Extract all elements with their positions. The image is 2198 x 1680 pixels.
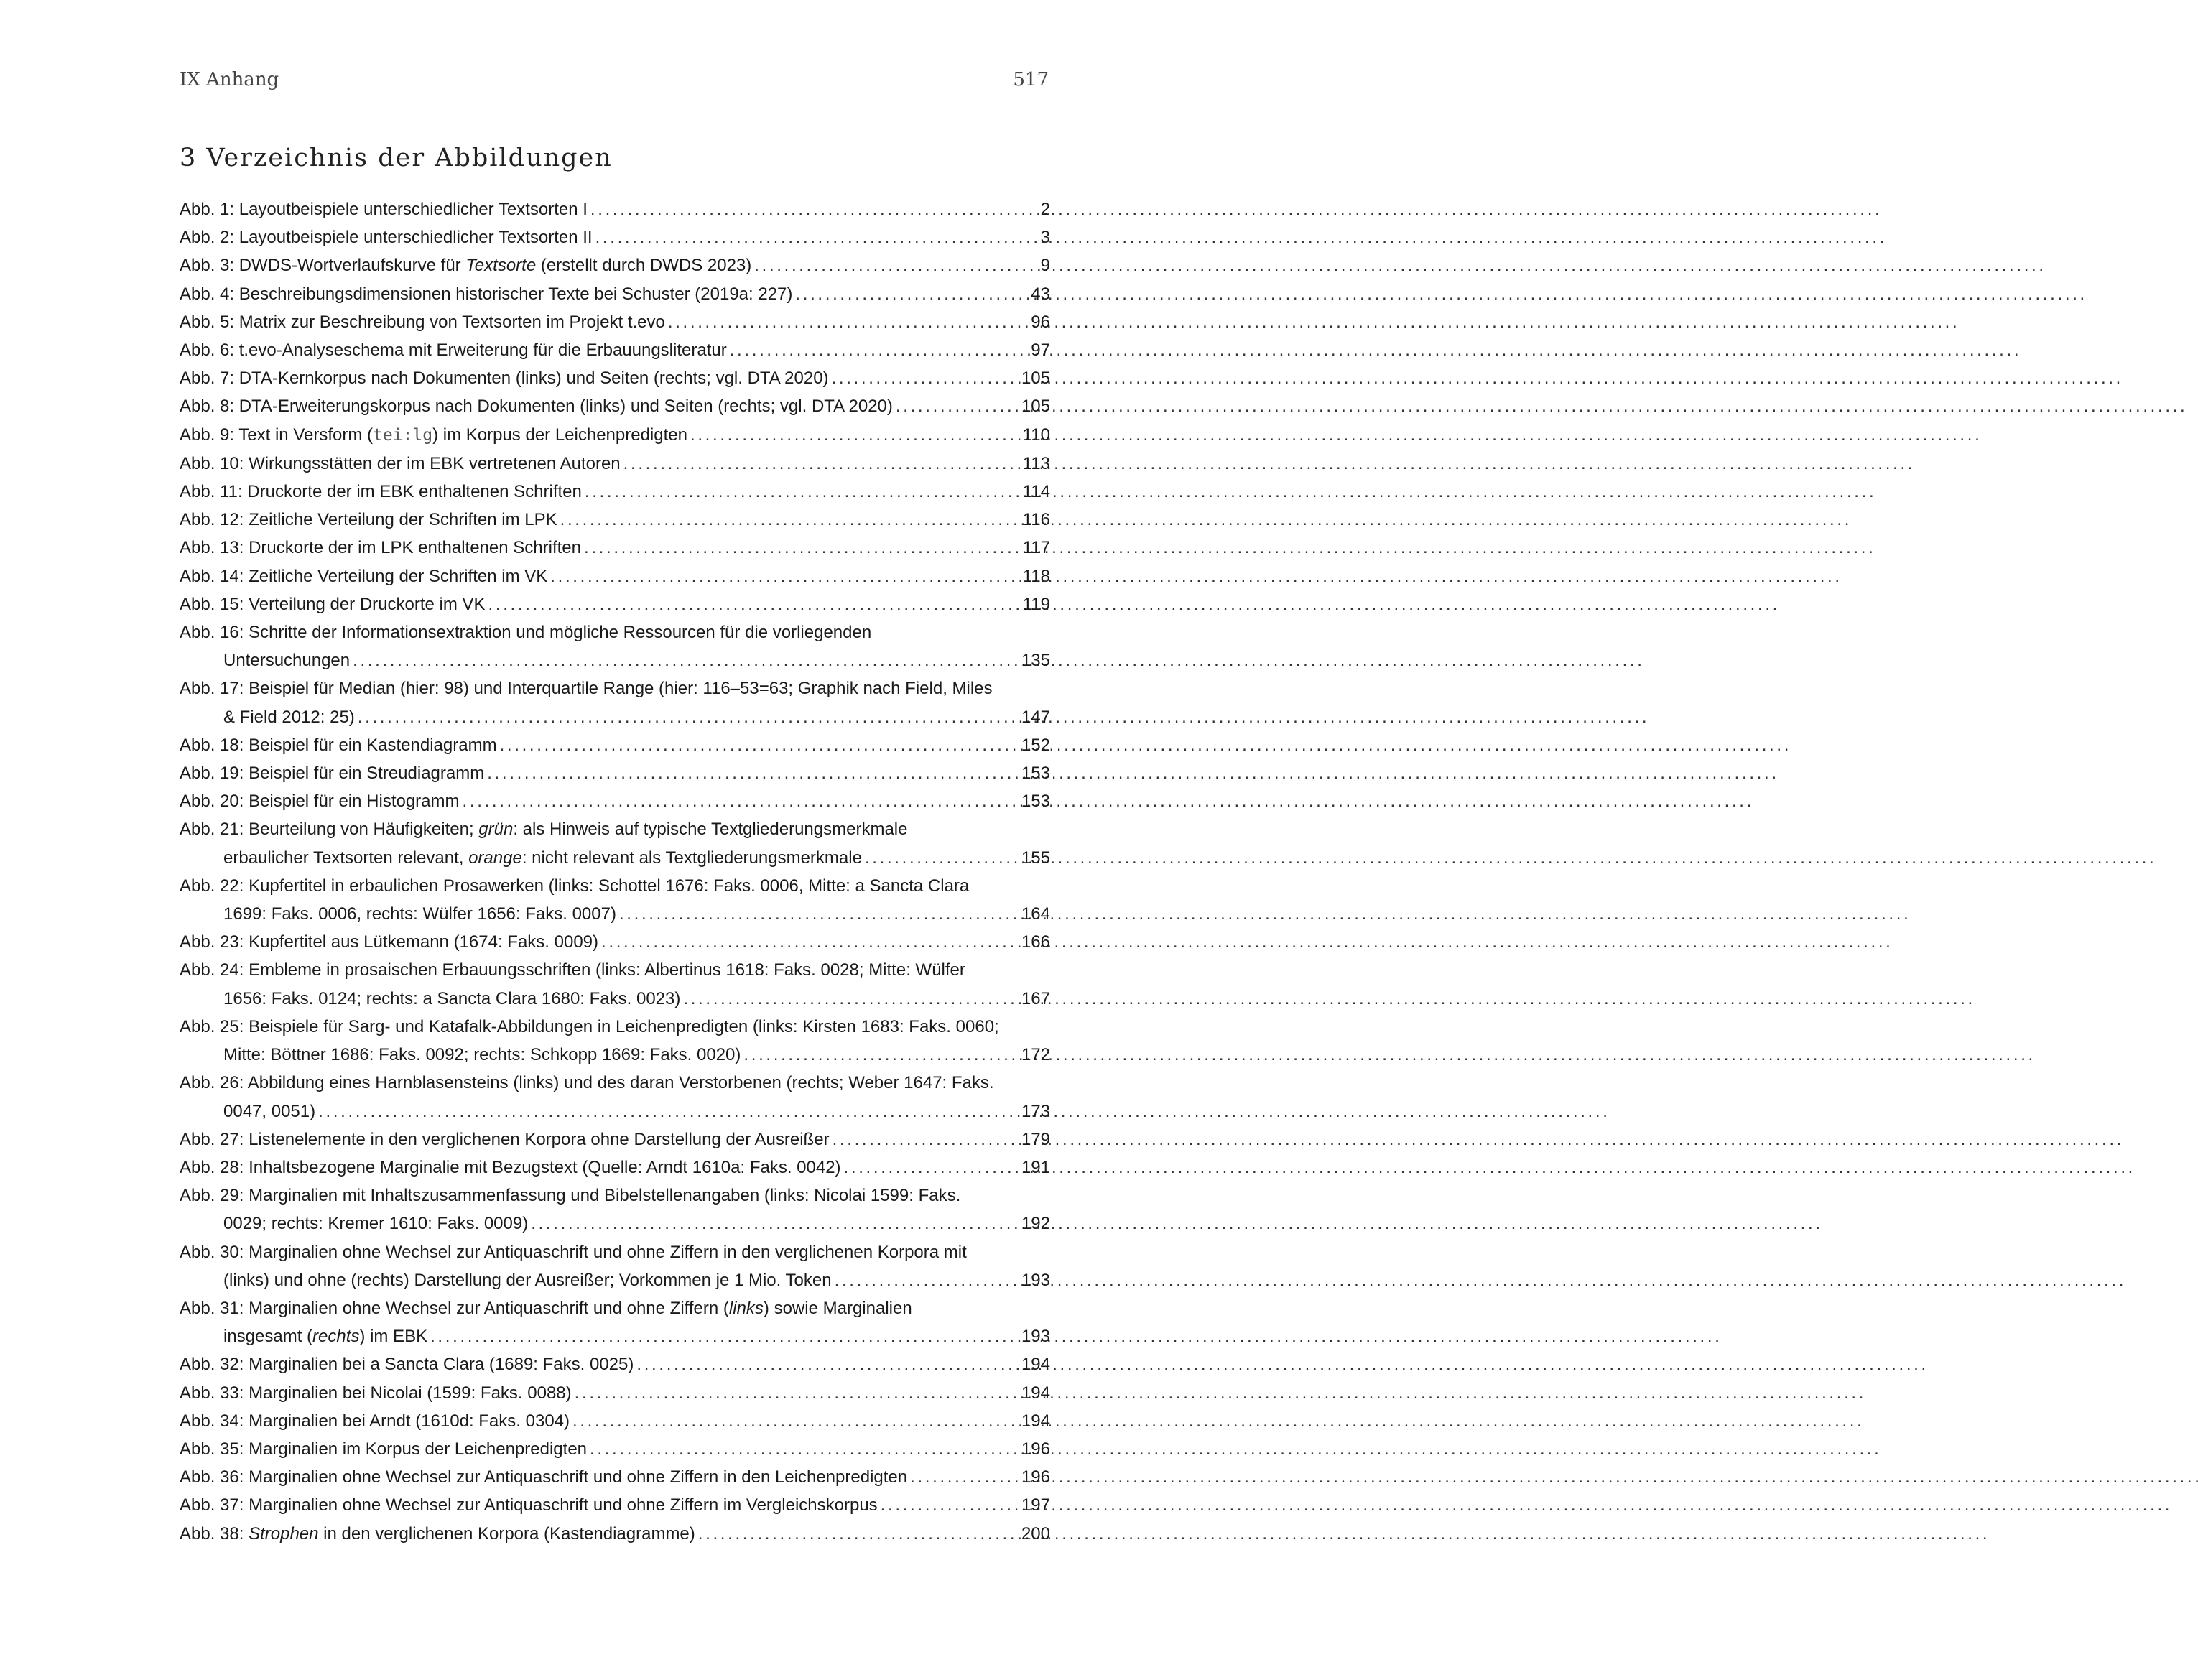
dot-leader [572, 1407, 1019, 1435]
figure-entry-italic: Strophen [249, 1523, 319, 1544]
figure-entry-line [180, 872, 1050, 900]
figure-entry-text: Abb. 34: Marginalien bei Arndt (1610d: Faks. 0304) [180, 1411, 570, 1431]
figure-entry-line-continued [180, 646, 1050, 674]
figure-entry-page: 117 [1022, 538, 1050, 558]
figure-entry-line-continued [180, 1322, 1050, 1350]
figure-entry-text [223, 1322, 427, 1350]
figure-entry-line [180, 364, 1050, 392]
figure-entry-line [180, 1379, 1050, 1407]
figure-entry [180, 787, 1050, 815]
figure-entry-line [180, 1463, 1050, 1491]
figure-entry-line [180, 1350, 1050, 1378]
dot-leader [619, 900, 1019, 928]
figure-entry-text-part: (erstellt durch DWDS 2023) [536, 256, 752, 276]
page-number: 517 [1013, 69, 1049, 91]
figure-entry-page: 191 [1021, 1157, 1050, 1177]
figure-entry-page: 105 [1021, 396, 1050, 417]
figure-list [180, 195, 1050, 1548]
figure-entry-line [180, 731, 1050, 759]
figure-entry-page: 153 [1021, 764, 1050, 784]
figure-entry [180, 1154, 1050, 1182]
dot-leader [881, 1491, 1019, 1519]
figure-entry-text: Abb. 8: DTA-Erweiterungskorpus nach Dokumenten (links) und Seiten (rechts; vgl. DTA 2020) [180, 396, 893, 417]
dot-leader [636, 1350, 1019, 1378]
dot-leader [743, 1041, 1019, 1069]
figure-entry-text: Abb. 33: Marginalien bei Nicolai (1599: Faks. 0088) [180, 1383, 572, 1403]
figure-entry-text: Mitte: Böttner 1686: Faks. 0092; rechts: Schkopp 1669: Faks. 0020) [223, 1045, 741, 1065]
figure-entry-text: Untersuchungen [223, 651, 351, 671]
figure-entry [180, 674, 1050, 730]
figure-entry-line [180, 928, 1050, 956]
dot-leader [623, 450, 1020, 478]
figure-entry-text-part: Abb. 3: DWDS-Wortverlaufskurve für [180, 256, 466, 276]
figure-entry [180, 815, 1050, 871]
dot-leader [910, 1463, 1019, 1491]
figure-entry-text: Abb. 36: Marginalien ohne Wechsel zur Antiquaschrift und ohne Ziffern in den Leichenpredigten [180, 1467, 908, 1488]
figure-entry-line [180, 534, 1050, 562]
figure-entry-text-part: ) im EBK [359, 1327, 428, 1347]
figure-entry-page: 110 [1022, 424, 1050, 445]
figure-entry-text: Abb. 18: Beispiel für ein Kastendiagramm [180, 735, 497, 755]
figure-entry-text: Abb. 16: Schritte der Informationsextraktion und mögliche Ressourcen für die vorliegenden [180, 623, 872, 643]
figure-entry-line [180, 251, 1050, 279]
figure-entry-page: 155 [1021, 848, 1050, 868]
dot-leader [500, 731, 1019, 759]
figure-entry-text: Abb. 7: DTA-Kernkorpus nach Dokumenten (links) und Seiten (rechts; vgl. DTA 2020) [180, 368, 829, 389]
figure-entry-line [180, 392, 1050, 420]
figure-entry-line [180, 223, 1050, 251]
figure-entry-italic: grün [478, 820, 514, 840]
figure-entry-line-continued [180, 1097, 1050, 1126]
figure-entry-text-part: insgesamt ( [223, 1327, 313, 1347]
figure-entry [180, 450, 1050, 478]
figure-entry-text: Abb. 30: Marginalien ohne Wechsel zur Antiquaschrift und ohne Ziffern in den verglichenen Korpora mit [180, 1242, 967, 1262]
figure-entry-page: 194 [1021, 1411, 1050, 1431]
figure-entry [180, 392, 1050, 420]
figure-entry-page: 153 [1021, 792, 1050, 812]
figure-entry-text-part: : nicht relevant als Textgliederungsmerkmale [521, 848, 862, 868]
figure-entry [180, 251, 1050, 279]
figure-entry-page: 97 [1031, 340, 1050, 361]
figure-entry-line [180, 1013, 1050, 1041]
figure-entry-text: Abb. 19: Beispiel für ein Streudiagramm [180, 764, 485, 784]
figure-entry-italic: links [728, 1298, 764, 1318]
figure-entry [180, 1520, 1050, 1548]
dot-leader [896, 392, 1019, 420]
dot-leader [430, 1322, 1019, 1350]
figure-entry-page: 113 [1022, 453, 1050, 473]
figure-entry [180, 1435, 1050, 1463]
figure-entry-line [180, 478, 1050, 506]
dot-leader [550, 562, 1019, 590]
figure-entry-line [180, 1154, 1050, 1182]
dot-leader [835, 1266, 1019, 1294]
figure-entry-text: Abb. 26: Abbildung eines Harnblasensteins (links) und des daran Verstorbenen (rechts; Weber 1647: Faks. [180, 1073, 994, 1093]
figure-entry-text: Abb. 10: Wirkungsstätten der im EBK vertretenen Autoren [180, 453, 621, 473]
figure-entry-page: 172 [1021, 1045, 1050, 1065]
figure-entry-page: 43 [1031, 284, 1050, 304]
figure-entry-line [180, 787, 1050, 815]
dot-leader [832, 364, 1019, 392]
figure-entry [180, 618, 1050, 674]
figure-entry [180, 562, 1050, 590]
figure-entry-text: 0029; rechts: Kremer 1610: Faks. 0009) [223, 1214, 529, 1234]
dot-leader [795, 280, 1028, 308]
figure-entry [180, 1379, 1050, 1407]
figure-entry-line [180, 562, 1050, 590]
figure-entry [180, 195, 1050, 223]
dot-leader [531, 1210, 1019, 1238]
figure-entry-page: 173 [1021, 1101, 1050, 1121]
figure-entry-line [180, 618, 1050, 646]
figure-entry [180, 1350, 1050, 1378]
figure-entry-text: Abb. 37: Marginalien ohne Wechsel zur Antiquaschrift und ohne Ziffern im Vergleichskorpus [180, 1495, 878, 1516]
figure-entry-page: 3 [1040, 228, 1050, 248]
figure-entry-line [180, 450, 1050, 478]
running-header [180, 69, 1049, 98]
figure-entry-text [180, 251, 751, 279]
figure-entry-page: 96 [1031, 312, 1050, 332]
dot-leader [698, 1520, 1019, 1548]
figure-entry-line [180, 1407, 1050, 1435]
dot-leader [595, 223, 1038, 251]
dot-leader [865, 844, 1019, 872]
figure-entry-line-continued [180, 900, 1050, 928]
figure-entry [180, 1182, 1050, 1238]
figure-entry-line-continued [180, 1041, 1050, 1069]
figure-entry [180, 364, 1050, 392]
figure-entry-page: 192 [1021, 1214, 1050, 1234]
figure-entry-line [180, 590, 1050, 618]
dot-leader [844, 1154, 1019, 1182]
figure-entry-text: 0047, 0051) [223, 1101, 316, 1121]
figure-entry-page: 119 [1022, 594, 1050, 614]
figure-entry [180, 590, 1050, 618]
figure-entry-page: 179 [1021, 1129, 1050, 1149]
figure-entry-text [180, 1520, 695, 1548]
figure-entry [180, 872, 1050, 928]
figure-entry-page: 196 [1021, 1467, 1050, 1488]
figure-entry-text: Abb. 4: Beschreibungsdimensionen historischer Texte bei Schuster (2019a: 227) [180, 284, 793, 304]
figure-entry-text: Abb. 15: Verteilung der Druckorte im VK [180, 594, 486, 614]
figure-entry-line [180, 308, 1050, 336]
figure-entry-line-continued [180, 844, 1050, 872]
figure-entry-text: Abb. 23: Kupfertitel aus Lütkemann (1674: Faks. 0009) [180, 932, 599, 952]
figure-entry [180, 1013, 1050, 1069]
dot-leader [730, 336, 1029, 364]
figure-entry-page: 164 [1021, 904, 1050, 924]
figure-entry-text: Abb. 29: Marginalien mit Inhaltszusammenfassung und Bibelstellenangaben (links: Nicolai 1599: Faks. [180, 1186, 961, 1206]
figure-entry-line [180, 674, 1050, 702]
figure-entry-page: 152 [1021, 735, 1050, 755]
figure-entry-page: 2 [1040, 200, 1050, 219]
figure-entry [180, 928, 1050, 956]
figure-entry [180, 421, 1050, 450]
dot-leader [353, 646, 1019, 674]
figure-entry-page: 167 [1021, 988, 1050, 1008]
figure-entry-italic: orange [468, 848, 522, 868]
figure-entry-text: Abb. 13: Druckorte der im LPK enthaltenen Schriften [180, 538, 581, 558]
figure-entry-text: Abb. 14: Zeitliche Verteilung der Schriften im VK [180, 566, 548, 586]
figure-entry-text: Abb. 5: Matrix zur Beschreibung von Textsorten im Projekt t.evo [180, 312, 665, 332]
figure-entry [180, 1491, 1050, 1519]
figure-entry-text: Abb. 35: Marginalien im Korpus der Leichenpredigten [180, 1439, 588, 1459]
figure-entry-text-part: ) sowie Marginalien [763, 1298, 912, 1318]
figure-entry-line [180, 280, 1050, 308]
dot-leader [683, 985, 1019, 1013]
figure-entry-text: Abb. 25: Beispiele für Sarg- und Katafalk-Abbildungen in Leichenpredigten (links: Kirsten 1683: Faks. 0060; [180, 1016, 999, 1036]
figure-entry-line [180, 1520, 1050, 1548]
figure-entry-line-continued [180, 703, 1050, 731]
dot-leader [754, 251, 1037, 279]
figure-entry-text: 1699: Faks. 0006, rechts: Wülfer 1656: Faks. 0007) [223, 904, 616, 924]
figure-entry-text: (links) und ohne (rechts) Darstellung der Ausreißer; Vorkommen je 1 Mio. Token [223, 1270, 832, 1290]
figure-entry [180, 1238, 1050, 1294]
dot-leader [584, 534, 1020, 562]
figure-entry-page: 114 [1022, 482, 1050, 502]
figure-entry-text [180, 815, 907, 843]
figure-entry-line [180, 421, 1050, 450]
figure-entry-text [180, 421, 687, 450]
figure-entry-line [180, 1491, 1050, 1519]
figure-entry-italic: Textsorte [465, 256, 537, 276]
figure-entry-line [180, 759, 1050, 787]
figure-entry [180, 534, 1050, 562]
dot-leader [590, 1435, 1019, 1463]
section-heading: 3 Verzeichnis der Abbildungen [180, 144, 1050, 180]
figure-entry-line [180, 956, 1050, 984]
dot-leader [318, 1097, 1019, 1126]
figure-entry [180, 956, 1050, 1012]
figure-entry-line [180, 1294, 1050, 1322]
dot-leader [833, 1126, 1019, 1154]
figure-entry-text: Abb. 24: Embleme in prosaischen Erbauungsschriften (links: Albertinus 1618: Faks. 0028; Mitte: Wülfer [180, 960, 965, 980]
figure-entry-line [180, 195, 1050, 223]
figure-entry-text [180, 1294, 912, 1322]
figure-entry-page: 105 [1021, 368, 1050, 389]
figure-entry-text: 1656: Faks. 0124; rechts: a Sancta Clara 1680: Faks. 0023) [223, 988, 681, 1008]
figure-entry [180, 1126, 1050, 1154]
figure-entry-text: Abb. 17: Beispiel für Median (hier: 98) und Interquartile Range (hier: 116–53=63; Graphik nach Field, Miles [180, 679, 993, 699]
figure-entry [180, 280, 1050, 308]
figure-entry-text: Abb. 27: Listenelemente in den verglichenen Korpora ohne Darstellung der Ausreißer [180, 1129, 830, 1149]
figure-entry-line-continued [180, 985, 1050, 1013]
figure-entry-line [180, 1126, 1050, 1154]
dot-leader [585, 478, 1020, 506]
dot-leader [488, 590, 1020, 618]
figure-entry-text: Abb. 28: Inhaltsbezogene Marginalie mit Bezugstext (Quelle: Arndt 1610a: Faks. 0042) [180, 1157, 841, 1177]
figure-entry-text: & Field 2012: 25) [223, 707, 355, 727]
figure-entry-line [180, 1238, 1050, 1266]
figure-entry-page: 166 [1021, 932, 1050, 952]
figure-entry-text-part: in den verglichenen Korpora (Kastendiagramme) [318, 1523, 695, 1544]
dot-leader [575, 1379, 1019, 1407]
figure-entry-text: Abb. 2: Layoutbeispiele unterschiedlicher Textsorten II [180, 228, 593, 248]
dot-leader [560, 506, 1020, 534]
dot-leader [358, 703, 1019, 731]
figure-entry [180, 1407, 1050, 1435]
figure-entry-line [180, 1182, 1050, 1210]
figure-entry-text-part: Abb. 9: Text in Versform ( [180, 424, 374, 445]
figure-entry-page: 196 [1021, 1439, 1050, 1459]
figure-entry-text-part: Abb. 38: [180, 1523, 249, 1544]
figure-entry-text: Abb. 22: Kupfertitel in erbaulichen Prosawerken (links: Schottel 1676: Faks. 0006, Mitte: a Sancta Clara [180, 876, 970, 896]
figure-entry-text: Abb. 1: Layoutbeispiele unterschiedlicher Textsorten I [180, 200, 588, 219]
figure-entry [180, 1463, 1050, 1491]
figure-entry-text: Abb. 20: Beispiel für ein Histogramm [180, 792, 460, 812]
figure-entry-page: 194 [1021, 1355, 1050, 1375]
figure-entry [180, 223, 1050, 251]
figure-entry-page: 116 [1022, 510, 1050, 530]
running-header-section: IX Anhang [180, 69, 279, 91]
figure-entry [180, 308, 1050, 336]
figure-entry-page: 193 [1021, 1270, 1050, 1290]
dot-leader [590, 195, 1038, 223]
figure-entry-text: Abb. 6: t.evo-Analyseschema mit Erweiterung für die Erbauungsliteratur [180, 340, 727, 361]
figure-entry-line-continued [180, 1210, 1050, 1238]
figure-entry [180, 336, 1050, 364]
figure-entry [180, 759, 1050, 787]
figure-entry [180, 1069, 1050, 1125]
figure-entry-line [180, 506, 1050, 534]
figure-entry-text: Abb. 32: Marginalien bei a Sancta Clara (1689: Faks. 0025) [180, 1355, 634, 1375]
figure-entry-line-continued [180, 1266, 1050, 1294]
figure-entry-text: Abb. 12: Zeitliche Verteilung der Schriften im LPK [180, 510, 557, 530]
dot-leader [601, 928, 1019, 956]
figure-entry [180, 478, 1050, 506]
figure-entry-italic: rechts [312, 1327, 360, 1347]
figure-entry [180, 731, 1050, 759]
dot-leader [668, 308, 1028, 336]
figure-entry-page: 147 [1021, 707, 1050, 727]
figure-entry-line [180, 1435, 1050, 1463]
figure-entry-text [223, 844, 862, 872]
figure-entry-page: 197 [1021, 1495, 1050, 1516]
figure-entry-text-part: ) im Korpus der Leichenpredigten [432, 424, 687, 445]
figure-entry-page: 200 [1021, 1523, 1050, 1544]
figure-entry-line [180, 815, 1050, 843]
figure-entry-page: 118 [1022, 566, 1050, 586]
figure-entry [180, 506, 1050, 534]
dot-leader [487, 759, 1019, 787]
figure-entry-page: 193 [1021, 1327, 1050, 1347]
figure-entry-text-part: Abb. 31: Marginalien ohne Wechsel zur Antiquaschrift und ohne Ziffern ( [180, 1298, 729, 1318]
figure-entry-text-part: erbaulicher Textsorten relevant, [223, 848, 469, 868]
figure-entry-line [180, 1069, 1050, 1097]
figure-entry [180, 1294, 1050, 1350]
figure-entry-page: 194 [1021, 1383, 1050, 1403]
dot-leader [463, 787, 1019, 815]
figure-entry-text-part: Abb. 21: Beurteilung von Häufigkeiten; [180, 820, 479, 840]
figure-entry-line [180, 336, 1050, 364]
figure-entry-page: 9 [1040, 256, 1050, 276]
dot-leader [690, 421, 1020, 449]
figure-entry-text-part: : als Hinweis auf typische Textgliederungsmerkmale [513, 820, 908, 840]
figure-entry-page: 135 [1021, 651, 1050, 671]
figure-entry-code: tei:lg [373, 425, 433, 445]
figure-entry-text: Abb. 11: Druckorte der im EBK enthaltenen Schriften [180, 482, 582, 502]
